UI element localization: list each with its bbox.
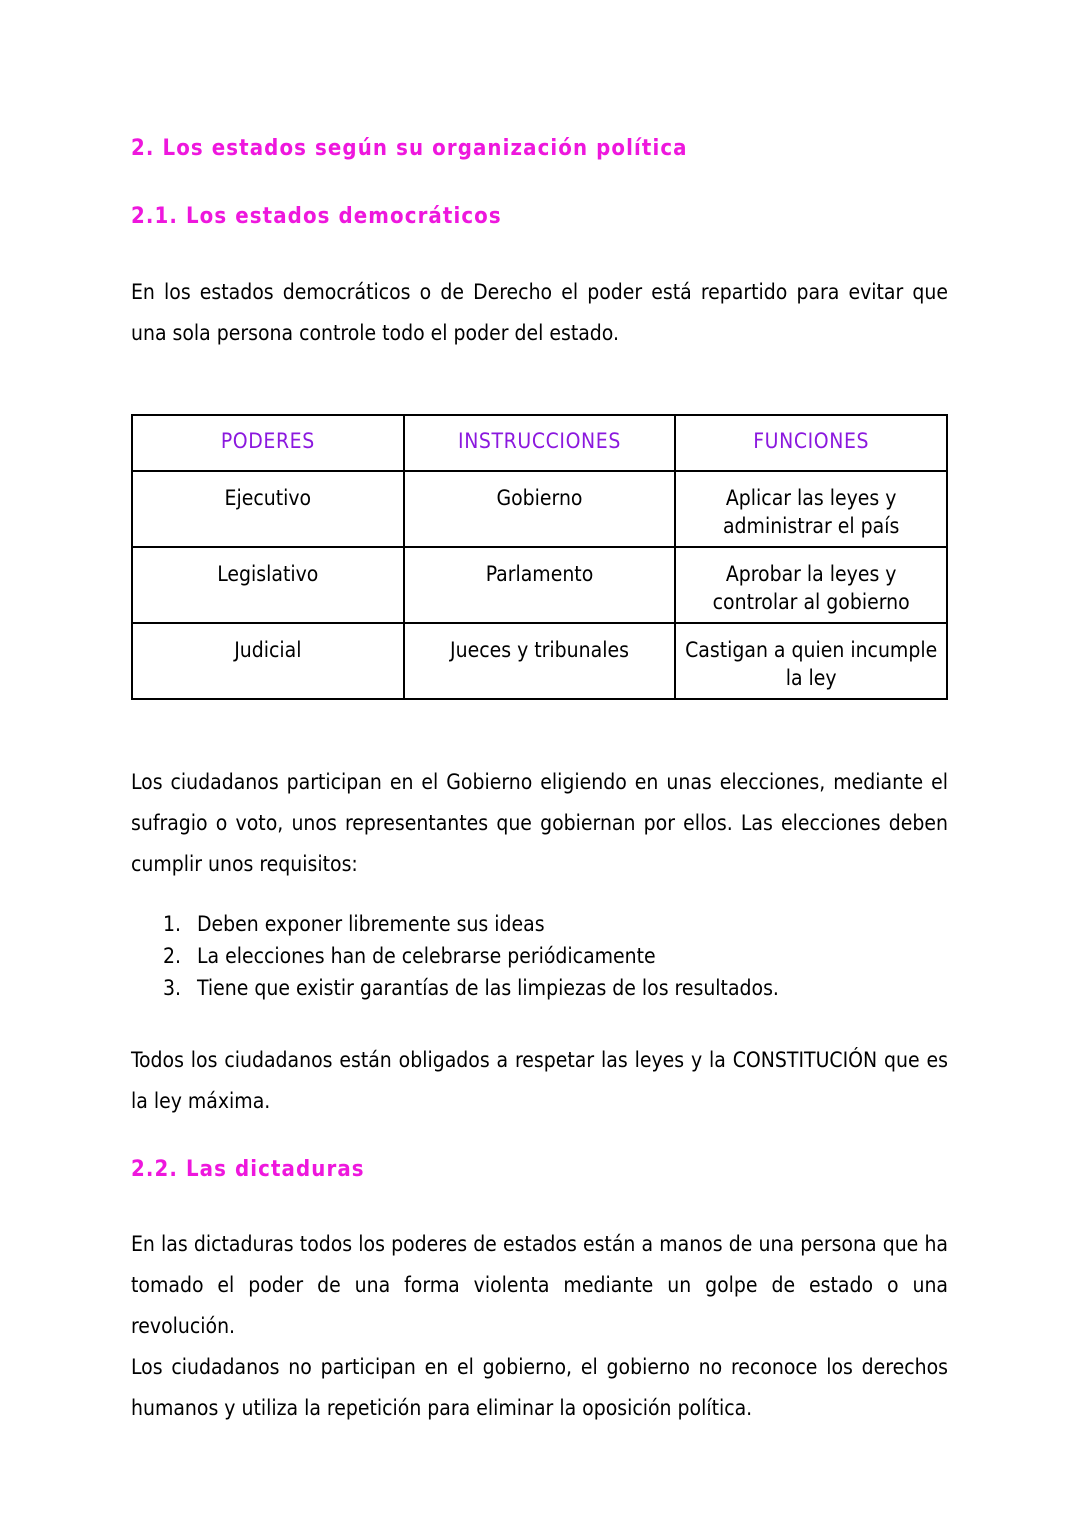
table-header-cell-instrucciones: INSTRUCCIONES	[404, 415, 676, 471]
spacer	[131, 700, 948, 762]
table-row	[132, 547, 947, 623]
table-cell-institution: Jueces y tribunales	[404, 623, 676, 699]
table-cell-function: Aplicar las leyes y administrar el país	[675, 471, 947, 547]
table-row	[132, 471, 947, 547]
table-cell-institution: Parlamento	[404, 547, 676, 623]
intro-paragraph: En los estados democráticos o de Derecho el poder está repartido para evitar que una sola persona controle todo el poder del estado.	[131, 280, 948, 345]
table-cell-institution: Gobierno	[404, 471, 676, 547]
table-header-row	[132, 415, 947, 471]
requirements-list	[131, 909, 948, 1005]
participation-paragraph: Los ciudadanos participan en el Gobierno eligiendo en unas elecciones, mediante el sufragio o voto, unos representantes que gobiernan por ellos. Las elecciones deben cumplir unos requisitos:	[131, 769, 948, 876]
spacer	[131, 885, 948, 909]
dictatorship-paragraph-2: Los ciudadanos no participan en el gobierno, el gobierno no reconoce los derechos humanos y utiliza la repetición para eliminar la oposición política.	[131, 1354, 948, 1420]
list-item-number: 2.	[163, 943, 182, 968]
list-item	[131, 909, 948, 941]
table-cell-power: Judicial	[132, 623, 404, 699]
document-body	[131, 0, 948, 1428]
spacer	[131, 1184, 948, 1224]
list-item-label: La elecciones han de celebrarse periódicamente	[197, 943, 656, 968]
list-item-label: Deben exponer libremente sus ideas	[197, 911, 545, 936]
list-item-label: Tiene que existir garantías de las limpiezas de los resultados.	[197, 975, 779, 1000]
table-header-cell-poderes: PODERES	[132, 415, 404, 471]
spacer	[131, 1122, 948, 1156]
table-cell-power: Ejecutivo	[132, 471, 404, 547]
section-heading-dictatorships: 2.2. Las dictaduras	[131, 1157, 365, 1183]
table-header-cell-funciones: FUNCIONES	[675, 415, 947, 471]
list-item	[131, 973, 948, 1005]
list-item-number: 3.	[163, 975, 182, 1000]
dictatorship-paragraph-1: En las dictaduras todos los poderes de estados están a manos de una persona que ha tomado el poder de una forma violenta mediante un golpe de estado o una revolución.	[131, 1231, 948, 1338]
table-row	[132, 623, 947, 699]
spacer	[131, 354, 948, 414]
list-item-number: 1.	[163, 911, 182, 936]
table-cell-function: Aprobar la leyes y controlar al gobierno	[675, 547, 947, 623]
table-cell-power: Legislativo	[132, 547, 404, 623]
list-item	[131, 941, 948, 973]
table-cell-function: Castigan a quien incumple la ley	[675, 623, 947, 699]
spacer	[131, 1004, 948, 1040]
constitution-paragraph: Todos los ciudadanos están obligados a respetar las leyes y la CONSTITUCIÓN que es la ley máxima.	[131, 1048, 948, 1114]
spacer	[131, 230, 948, 272]
top-margin-spacer	[131, 0, 948, 135]
page-title: 2. Los estados según su organización política	[131, 136, 688, 161]
section-heading-democratic-states: 2.1. Los estados democráticos	[131, 203, 502, 229]
powers-table	[131, 414, 948, 700]
spacer	[131, 163, 948, 203]
